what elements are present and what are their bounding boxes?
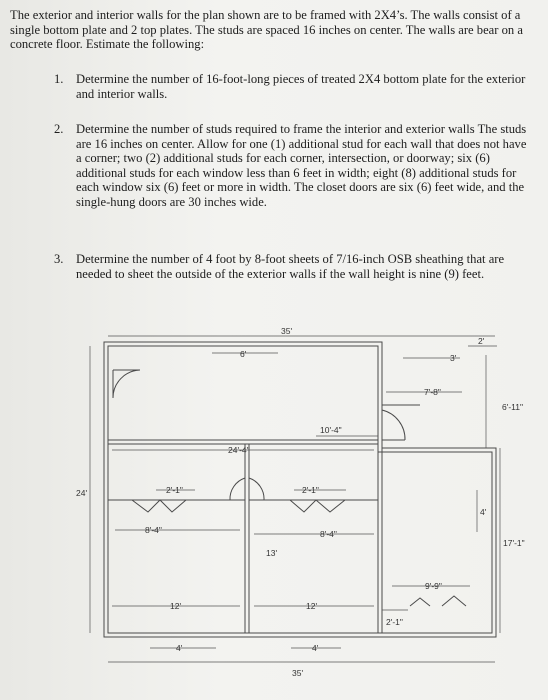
dim-10-4: 10'-4" [320,425,342,435]
dim-bottom-4-mid: 4' [312,643,319,653]
dim-right-4: 4' [480,507,487,517]
dim-7-8: 7'-8" [424,387,441,397]
dim-bottom-overall: 35' [292,668,304,678]
dim-left-24: 24' [76,488,88,498]
closet-doors [132,500,466,606]
question-2-text: Determine the number of studs required to frame the interior and exterior walls The studs are 16 inches on center. Allow for one (1) additional stud for each wall that does not have a corner; two (2) additional studs for each corner, intersection, or doorway; six (6) additional studs for each window less than 6 feet in width; eight (8) additional studs for each window six (6) feet or more in width. The closet doors are six (6) feet wide, and the single-hung doors are 30 inches wide. [76,122,527,209]
dim-13: 13' [266,548,278,558]
dim-12-left: 12' [170,601,182,611]
dim-12-mid: 12' [306,601,318,611]
dim-9-9: 9'-9" [425,581,442,591]
interior-walls [108,404,420,633]
dim-2-1-right: 2'-1" [386,617,403,627]
dim-right-6-11: 6'-11" [502,402,524,412]
dim-top-3: 3' [450,353,457,363]
door-swings [113,370,405,500]
question-1-number: 1. [54,72,64,86]
question-3-text: Determine the number of 4 foot by 8-foot sheets of 7/16-inch OSB sheathing that are needed to sheet the outside of the exterior walls if the wall height is nine (9) feet. [76,252,505,281]
dim-top-2: 2' [478,336,485,346]
dim-8-4-mid: 8'-4" [320,529,337,539]
question-1-text: Determine the number of 16-foot-long pieces of treated 2X4 bottom plate for the exterior and interior walls. [76,72,526,101]
dim-24-4: 24'-4" [228,445,250,455]
dim-top-overall: 35' [281,326,293,336]
dimension-lines [90,336,500,662]
dim-8-4-left: 8'-4" [145,525,162,535]
problem-intro: The exterior and interior walls for the plan shown are to be framed with 2X4’s. The walls consist of a single bottom plate and 2 top plates. The studs are spaced 16 inches on center. The walls are bear on a concrete floor. Estimate the following: [10,8,523,52]
question-2-number: 2. [54,122,64,136]
dim-2-1-mid: 2'-1" [302,485,319,495]
dim-right-17-1: 17'-1" [503,538,525,548]
question-3-number: 3. [54,252,64,266]
dim-top-6: 6' [240,349,247,359]
dim-bottom-4-left: 4' [176,643,183,653]
dim-2-1-left: 2'-1" [166,485,183,495]
